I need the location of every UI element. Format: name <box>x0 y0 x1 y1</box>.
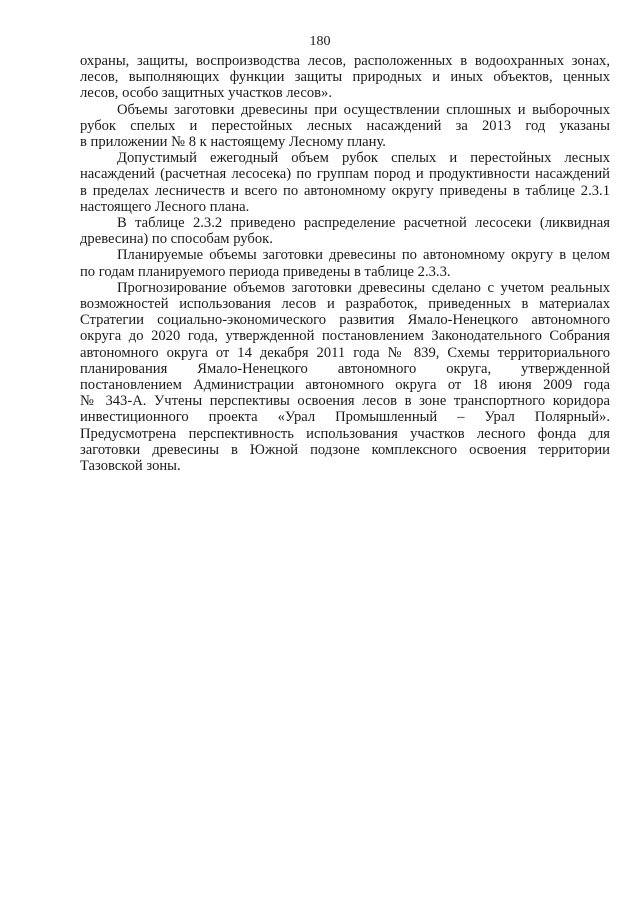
document-body <box>80 53 610 474</box>
text-line: настоящего Лесного плана. <box>80 198 250 215</box>
page-number: 180 <box>309 34 331 49</box>
text-line: возможностей использования лесов и разработок, приведенных в материалах <box>80 296 610 313</box>
text-line: заготовки древесины в Южной подзоне комплексного освоения территории <box>80 441 610 458</box>
text-line: Тазовской зоны. <box>80 458 181 475</box>
text-line: Объемы заготовки древесины при осуществлении сплошных и выборочных <box>117 101 610 118</box>
text-line: древесина) по способам рубок. <box>80 231 273 248</box>
text-line: в пределах лесничеств и всего по автономному округу приведены в таблице 2.3.1 <box>80 182 610 199</box>
text-line: лесов, особо защитных участков лесов». <box>80 85 333 102</box>
text-line: Прогнозирование объемов заготовки древесины сделано с учетом реальных <box>117 279 610 296</box>
paragraph-5 <box>80 247 610 279</box>
text-line: Допустимый ежегодный объем рубок спелых и перестойных лесных <box>117 150 610 167</box>
paragraph-4 <box>80 215 610 247</box>
text-line: инвестиционного проекта «Урал Промышленный – Урал Полярный». <box>80 409 610 426</box>
text-line: Предусмотрена перспективность использования участков лесного фонда для <box>80 425 610 442</box>
text-line: автономного округа от 14 декабря 2011 года № 839, Схемы территориального <box>80 344 610 361</box>
text-line: В таблице 2.3.2 приведено распределение расчетной лесосеки (ликвидная <box>117 215 610 232</box>
text-line: в приложении № 8 к настоящему Лесному плану. <box>80 134 386 151</box>
text-line: по годам планируемого периода приведены в таблице 2.3.3. <box>80 263 451 280</box>
text-line: планирования Ямало-Ненецкого автономного округа, утвержденной <box>80 360 610 377</box>
paragraph-2 <box>80 102 610 151</box>
paragraph-3 <box>80 150 610 215</box>
text-line: Планируемые объемы заготовки древесины по автономному округу в целом <box>117 247 610 264</box>
text-line: насаждений (расчетная лесосека) по группам пород и продуктивности насаждений <box>80 166 610 183</box>
paragraph-1 <box>80 53 610 102</box>
paragraph-6 <box>80 280 610 474</box>
text-line: рубок спелых и перестойных лесных насаждений за 2013 год указаны <box>80 117 610 134</box>
text-line: Стратегии социально-экономического развития Ямало-Ненецкого автономного <box>80 312 610 329</box>
text-line: постановлением Администрации автономного округа от 18 июня 2009 года <box>80 377 610 394</box>
text-line: № 343-А. Учтены перспективы освоения лесов в зоне транспортного коридора <box>80 393 610 410</box>
text-line: лесов, выполняющих функции защиты природных и иных объектов, ценных <box>80 69 610 86</box>
text-line: охраны, защиты, воспроизводства лесов, расположенных в водоохранных зонах, <box>80 53 610 69</box>
text-line: округа до 2020 года, утвержденной постановлением Законодательного Собрания <box>80 328 610 345</box>
